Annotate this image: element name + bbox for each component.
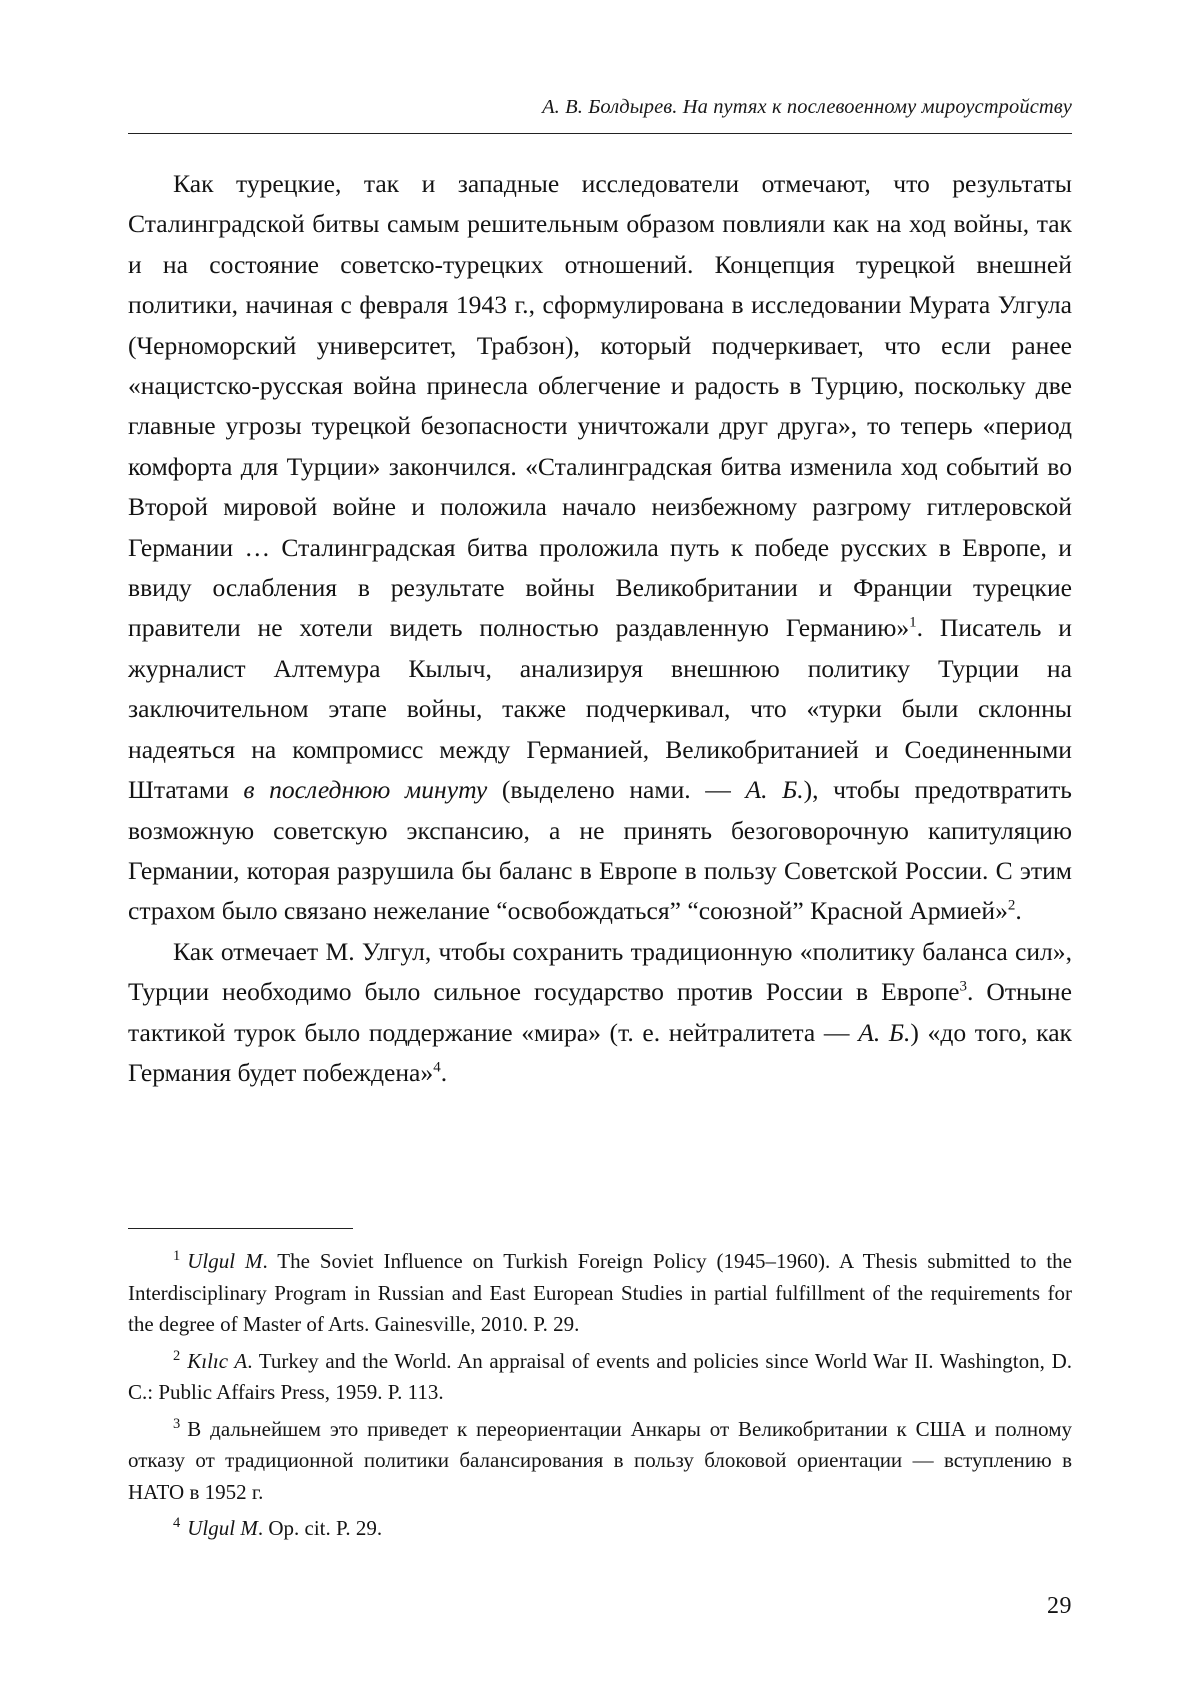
footnote-item bbox=[128, 1409, 1072, 1509]
paragraph-1-initials: А. Б. bbox=[745, 775, 804, 805]
paragraph-2-initials: А. Б. bbox=[858, 1017, 911, 1047]
footnote-number: 3 bbox=[173, 1415, 181, 1432]
paragraph-1-text-c: (выделено нами. — bbox=[487, 775, 746, 805]
body-paragraph-2 bbox=[128, 932, 1072, 1094]
footnote-ref-4[interactable]: 4 bbox=[433, 1059, 441, 1076]
footnote-ref-2[interactable]: 2 bbox=[1007, 897, 1016, 914]
running-head: А. В. Болдырев. На путях к послевоенному мироустройству bbox=[542, 96, 1072, 118]
footnote-text: В дальнейшем это приведет к переориентации Анкары от Великобритании к США и полному отказу от традиционной политики балансирования в пользу блоковой ориентации — вступлению в НАТО в 1952 г. bbox=[128, 1416, 1072, 1504]
header-rule bbox=[128, 133, 1072, 134]
footnote-number: 2 bbox=[173, 1347, 181, 1364]
footnote-author: Ulgul M bbox=[187, 1249, 263, 1273]
page-content bbox=[128, 96, 1072, 1093]
footnote-author: Ulgul M bbox=[187, 1516, 258, 1540]
footnotes-section bbox=[128, 1228, 1072, 1545]
footnote-item bbox=[128, 1508, 1072, 1545]
footnote-text: . Op. cit. P. 29. bbox=[257, 1516, 383, 1540]
footnote-item bbox=[128, 1341, 1072, 1409]
paragraph-2-text-c: ) «до того, как Германия будет побеждена» bbox=[128, 1017, 1072, 1087]
footnote-number: 4 bbox=[173, 1515, 181, 1531]
paragraph-1-text-e: . bbox=[1015, 896, 1022, 926]
paragraph-2-text-d: . bbox=[440, 1057, 448, 1087]
footnote-separator-rule bbox=[128, 1228, 353, 1229]
footnote-number: 1 bbox=[173, 1248, 181, 1264]
footnote-text: . The Soviet Influence on Turkish Foreign Policy (1945–1960). A Thesis submitted to the Interdisciplinary Program in Russian and East European Studies in partial fulfillment of the requirements for the degree of Master of Arts. Gainesville, 2010. P. 29. bbox=[128, 1249, 1073, 1336]
footnote-text: . Turkey and the World. An appraisal of events and policies since World War II. Washington, D. C.: Public Affairs Press, 1959. P. 113. bbox=[128, 1348, 1072, 1404]
paragraph-1-text-b: . Писатель и журналист Алтемура Кылыч, анализируя внешнюю политику Турции на заключительном этапе войны, также подчеркивал, что «турки были склонны надеяться на компромисс между Германией, Великобританией и Соединенными Штатами bbox=[128, 613, 1072, 805]
footnote-ref-3[interactable]: 3 bbox=[959, 978, 967, 995]
paragraph-1-emphasis: в последнюю минуту bbox=[243, 775, 488, 805]
paragraph-2-text-a: Как отмечает М. Улгул, чтобы сохранить традиционную «политику баланса сил», Турции необходимо было сильное государство против России в Европе bbox=[128, 936, 1072, 1007]
footnote-ref-1[interactable]: 1 bbox=[909, 614, 917, 631]
paragraph-1-text-a: Как турецкие, так и западные исследователи отмечают, что результаты Сталинградской битвы самым решительным образом повлияли как на ход войны, так и на состояние советско-турецких отношений. Концепция турецкой внешней политики, начиная с февраля 1943 г., сформулирована в исследовании Мурата Улгула (Черноморский университет, Трабзон), который подчеркивает, что если ранее «нацистско-русская война принесла облегчение и радость в Турцию, поскольку две главные угрозы турецкой безопасности уничтожали друг друга», то теперь «период комфорта для Турции» закончился. «Сталинградская битва изменила ход событий во Второй мировой войне и положила начало неизбежному разгрому гитлеровской Германии … Сталинградская битва проложила путь к победе русских в Европе, и ввиду ослабления в результате войны Великобритании и Франции турецкие правители не хотели видеть полностью раздавленную Германию» bbox=[128, 169, 1072, 643]
paragraph-1-text-d: ), чтобы предотвратить возможную советскую экспансию, а не принять безоговорочную капитуляцию Германии, которая разрушила бы баланс в Европе в пользу Советской России. С этим страхом было связано нежелание “освобождаться” “союзной” Красной Армией» bbox=[128, 775, 1072, 926]
body-paragraph-1 bbox=[128, 164, 1072, 932]
footnote-item bbox=[128, 1241, 1072, 1341]
paragraph-2-text-b: . Отныне тактикой турок было поддержание «мира» (т. е. нейтралитета — bbox=[128, 977, 1072, 1047]
page-number: 29 bbox=[1047, 1593, 1072, 1619]
footnote-author: Kılıc A bbox=[187, 1348, 248, 1373]
